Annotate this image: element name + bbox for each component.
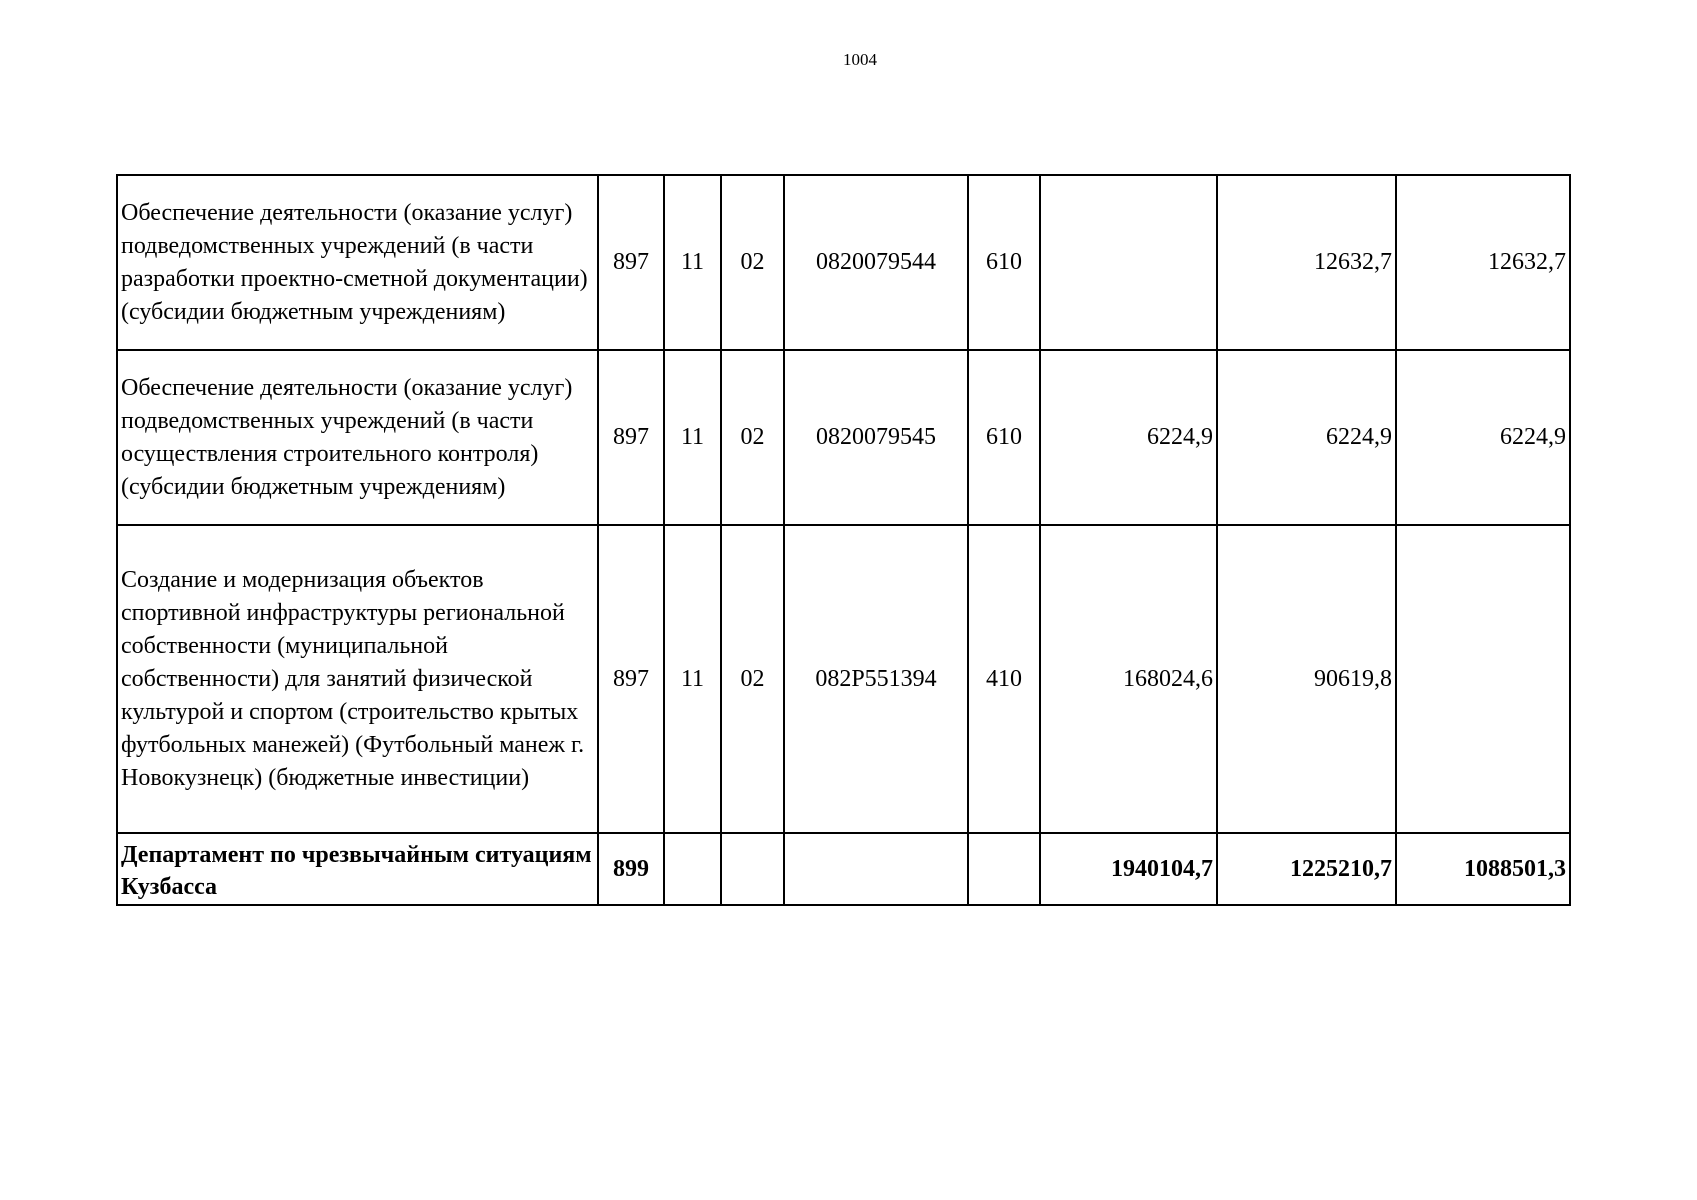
target-article-code — [784, 833, 968, 905]
row-name: Обеспечение деятельности (оказание услуг) подведомственных учреждений (в части осуществления строительного контроля) (субсидии бюджетным учреждениям) — [117, 350, 598, 525]
section-code: 11 — [664, 175, 721, 350]
amount-year-1: 168024,6 — [1040, 525, 1217, 833]
target-article-code: 082Р551394 — [784, 525, 968, 833]
row-name: Создание и модернизация объектов спортивной инфраструктуры региональной собственности (муниципальной собственности) для занятий физической культурой и спортом (строительство крытых футбольных манежей) (Футбольный манеж г. Новокузнецк) (бюджетные инвестиции) — [117, 525, 598, 833]
section-code: 11 — [664, 525, 721, 833]
ministry-code: 897 — [598, 525, 664, 833]
ministry-code: 897 — [598, 350, 664, 525]
row-name: Обеспечение деятельности (оказание услуг) подведомственных учреждений (в части разработки проектно-сметной документации) (субсидии бюджетным учреждениям) — [117, 175, 598, 350]
subsection-code: 02 — [721, 350, 784, 525]
table-row — [117, 350, 1570, 525]
amount-year-2: 12632,7 — [1217, 175, 1396, 350]
expense-type-code — [968, 833, 1040, 905]
budget-table — [116, 174, 1571, 906]
table-row-department-total — [117, 833, 1570, 905]
expense-type-code: 610 — [968, 350, 1040, 525]
amount-year-3 — [1396, 525, 1570, 833]
amount-year-1 — [1040, 175, 1217, 350]
table-row — [117, 525, 1570, 833]
subsection-code: 02 — [721, 525, 784, 833]
amount-year-3: 6224,9 — [1396, 350, 1570, 525]
ministry-code: 899 — [598, 833, 664, 905]
subsection-code: 02 — [721, 175, 784, 350]
department-name: Департамент по чрезвычайным ситуациям Кузбасса — [117, 833, 598, 905]
page-number: 1004 — [843, 50, 877, 69]
subsection-code — [721, 833, 784, 905]
ministry-code: 897 — [598, 175, 664, 350]
amount-year-2: 90619,8 — [1217, 525, 1396, 833]
expense-type-code: 410 — [968, 525, 1040, 833]
amount-year-1: 1940104,7 — [1040, 833, 1217, 905]
table-row — [117, 175, 1570, 350]
target-article-code: 0820079545 — [784, 350, 968, 525]
amount-year-3: 12632,7 — [1396, 175, 1570, 350]
amount-year-1: 6224,9 — [1040, 350, 1217, 525]
section-code: 11 — [664, 350, 721, 525]
amount-year-2: 1225210,7 — [1217, 833, 1396, 905]
section-code — [664, 833, 721, 905]
amount-year-3: 1088501,3 — [1396, 833, 1570, 905]
target-article-code: 0820079544 — [784, 175, 968, 350]
expense-type-code: 610 — [968, 175, 1040, 350]
amount-year-2: 6224,9 — [1217, 350, 1396, 525]
